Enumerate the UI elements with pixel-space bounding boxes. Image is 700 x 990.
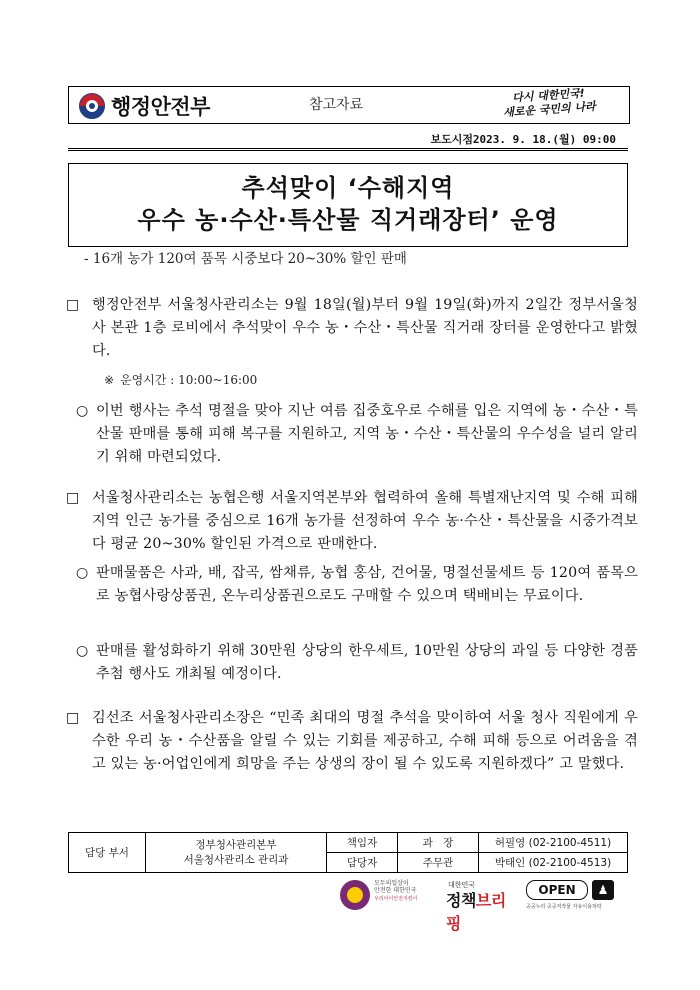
note-mark: ※ <box>104 373 115 387</box>
title-box <box>68 163 628 247</box>
subtitle: - 16개 농가 120여 품목 시중보다 20~30% 할인 판매 <box>84 251 407 267</box>
square-bullet: □ <box>66 710 80 726</box>
contact-row <box>69 833 628 853</box>
campaign-emblem-icon <box>340 880 370 910</box>
note-text: 운영시간 : 10:00~16:00 <box>120 373 258 387</box>
open-license-logo <box>526 880 620 912</box>
contact-title: 과 장 <box>398 833 479 853</box>
square-bullet: □ <box>66 490 80 506</box>
circle-bullet: ○ <box>76 565 89 581</box>
paragraph-2-sub-1-text: 판매물품은 사과, 배, 잡곡, 쌈채류, 농협 홍삼, 건어물, 명절선물세트 등 120여 품목으로 농협사랑상품권, 온누리상품권으로도 구매할 수 있으며 택배비는 무료이다. <box>96 565 638 604</box>
dept-label: 담당 부서 <box>69 833 146 873</box>
circle-bullet: ○ <box>76 403 89 419</box>
policy-briefing-logo <box>446 880 518 933</box>
contact-person: 박태인 (02-2100-4513) <box>479 853 628 873</box>
paragraph-2-text: 서울청사관리소는 농협은행 서울지역본부와 협력하여 올해 특별재난지역 및 수해 피해지역 인근 농가를 중심으로 16개 농가를 선정하여 우수 농·수산・특산물을 시중가격보다 평균 20~30% 할인된 가격으로 판매한다. <box>92 490 638 552</box>
campaign-line-2: 안전한 대한민국 <box>374 887 417 894</box>
campaign-line-3: 우리아이안전지킴이 <box>374 896 418 902</box>
ministry-name: 행정안전부 <box>111 95 210 119</box>
contact-role: 책임자 <box>327 833 398 853</box>
person-icon: ♟ <box>592 880 614 900</box>
dept-name <box>146 833 327 873</box>
policy-briefing-caption: 대한민국 <box>448 881 476 889</box>
slogan-line-1: 다시 대한민국! <box>511 86 586 105</box>
title-line-1: 추석맞이 ‘수해지역 <box>241 174 455 202</box>
campaign-line-1: 모두의일상이 <box>374 880 409 887</box>
contact-table <box>68 832 628 873</box>
contact-person: 허필영 (02-2100-4511) <box>479 833 628 853</box>
contact-role: 담당자 <box>327 853 398 873</box>
dept-line-2: 서울청사관리소 관리과 <box>183 853 289 866</box>
contact-title: 주무관 <box>398 853 479 873</box>
safety-campaign-logo <box>340 878 440 914</box>
circle-bullet: ○ <box>76 643 89 659</box>
title-line-2: 우수 농·수산·특산물 직거래장터’ 운영 <box>137 206 559 234</box>
paragraph-1-sub-text: 이번 행사는 추석 명절을 맞아 지난 여름 집중호우로 수해를 입은 지역에 농・수산・특산물 판매를 통해 피해 복구를 지원하고, 지역 농・수산・특산물의 우수성을 널리 알리기 위해 마련되었다. <box>96 403 638 465</box>
policy-briefing-word-2: 브리핑 <box>446 891 506 933</box>
paragraph-2-sub-2-text: 판매를 활성화하기 위해 30만원 상당의 한우세트, 10만원 상당의 과일 등 다양한 경품 추첨 행사도 개최될 예정이다. <box>96 643 638 682</box>
dept-line-1: 정부청사관리본부 <box>195 838 277 851</box>
paragraph-3-text: 김선조 서울청사관리소장은 “민족 최대의 명절 추석을 맞이하여 서울 청사 직원에게 우수한 우리 농・수산품을 알릴 수 있는 기회를 제공하고, 수해 피해 등으로 어려움을 겪고 있는 농·어업인에게 희망을 주는 상생의 장이 될 수 있도록 지원하겠다” 고 말했다. <box>92 710 638 772</box>
paragraph-1-text: 행정안전부 서울청사관리소는 9월 18일(월)부터 9월 19일(화)까지 2일간 정부서울청사 본관 1층 로비에서 추석맞이 우수 농・수산・특산물 직거래 장터를 운영한다고 밝혔다. <box>92 297 638 359</box>
release-date: 2023. 9. 18.(월) 09:00 <box>472 133 616 146</box>
square-bullet: □ <box>66 297 80 313</box>
open-license-badge: OPEN <box>526 880 588 900</box>
ministry-logo <box>79 91 210 121</box>
agency-header <box>68 86 630 124</box>
policy-briefing-word-1: 정책 <box>446 891 476 910</box>
operating-hours-note <box>104 371 257 388</box>
slogan <box>488 85 610 121</box>
release-time-bar <box>68 128 628 151</box>
release-time-label: 보도시점 <box>430 133 473 146</box>
open-license-caption: 공공누리 공공저작물 자유이용허락 <box>526 904 602 910</box>
slogan-line-2: 새로운 국민의 나라 <box>502 99 597 120</box>
reference-label: 참고자료 <box>309 97 364 113</box>
government-emblem-icon <box>79 93 105 119</box>
